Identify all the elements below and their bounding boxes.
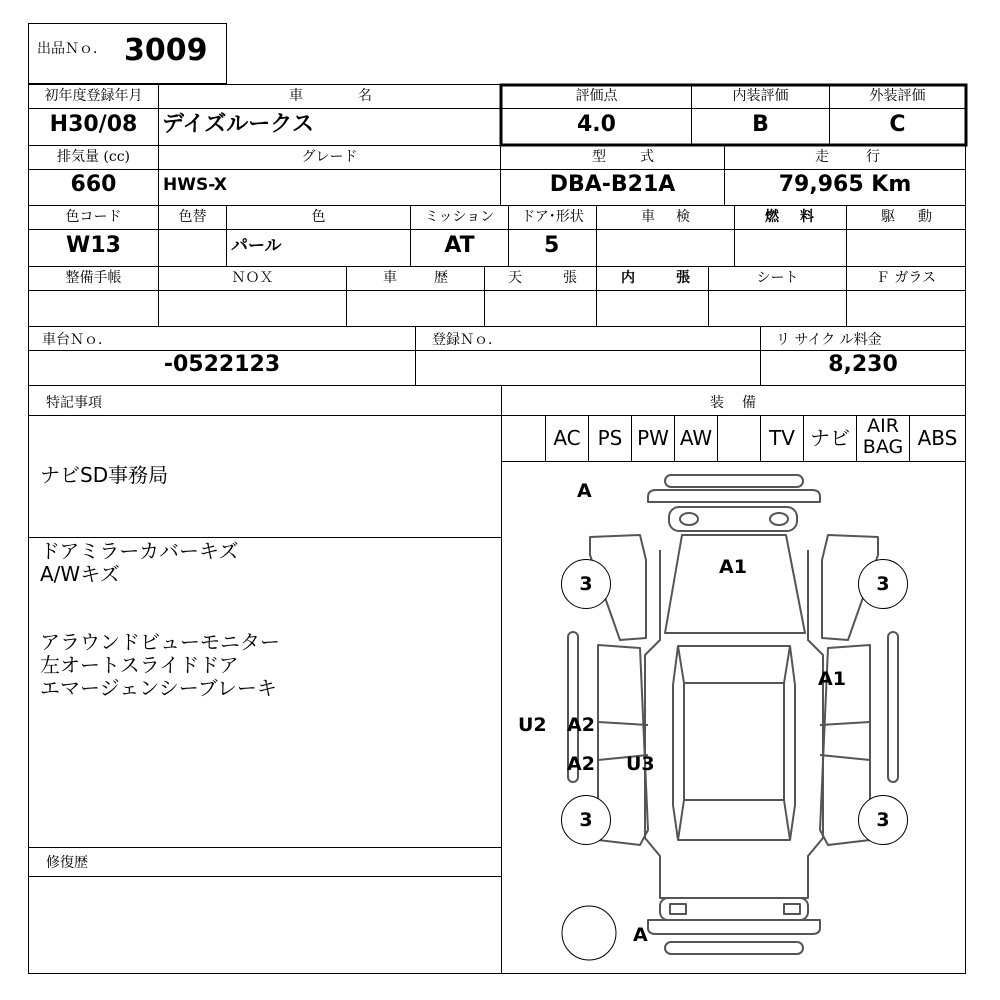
mark-right-side: A1 xyxy=(818,668,846,690)
note-line-6: エマージェンシーブレーキ xyxy=(40,676,277,700)
equipment-label-b: 備 xyxy=(742,395,756,411)
mission-label: ミッション xyxy=(424,209,495,225)
color-value: パール xyxy=(231,236,282,256)
car-name-value: デイズルークス xyxy=(162,112,315,137)
displacement-label: 排気量 (cc) xyxy=(56,149,131,165)
mark-hood: A1 xyxy=(719,556,747,578)
mark-rear: A xyxy=(633,924,648,946)
seat-label: シート xyxy=(756,270,799,286)
recycle-fee-value: 8,230 xyxy=(828,352,898,377)
mark-left-u2: U2 xyxy=(518,714,547,736)
equipment-abs: ABS xyxy=(917,426,958,450)
color-label: 色 xyxy=(311,209,326,225)
note-line-5: 左オートスライドドア xyxy=(40,653,239,677)
model-label-b: 式 xyxy=(640,149,654,165)
listing-no-value: 3009 xyxy=(124,33,208,68)
car-history-label-a: 車 xyxy=(383,270,397,286)
grade-value: HWS-X xyxy=(163,175,227,195)
mark-front: A xyxy=(577,480,592,502)
color-code-value: W13 xyxy=(66,233,121,258)
door-label: ドア･形状 xyxy=(521,209,584,225)
equipment-aw: AW xyxy=(679,426,713,450)
interior-grade-label: 内装評価 xyxy=(732,88,789,104)
equipment-tv: TV xyxy=(769,426,795,450)
inspection-label-a: 車 xyxy=(641,209,655,225)
registration-value: H30/08 xyxy=(49,112,138,137)
equipment-ac: AC xyxy=(553,426,581,450)
fuel-label-a: 燃 xyxy=(765,209,779,225)
model-value: DBA-B21A xyxy=(549,172,676,197)
interior-trim-label-b: 張 xyxy=(676,270,690,286)
registration-label: 初年度登録年月 xyxy=(44,88,143,104)
displacement-value: 660 xyxy=(70,172,117,197)
chassis-no-label: 車台Ｎｏ． xyxy=(42,332,112,348)
front-glass-label: Ｆ ガラス xyxy=(875,270,937,286)
note-line-1: ナビSD事務局 xyxy=(40,463,169,487)
door-value: 5 xyxy=(544,233,560,258)
exterior-grade-label: 外装評価 xyxy=(869,88,926,104)
mileage-label-a: 走 xyxy=(815,149,829,165)
tire-rear-right: 3 xyxy=(858,795,908,845)
car-name-label-b: 名 xyxy=(358,88,372,104)
equipment-pw: PW xyxy=(637,426,669,450)
repair-history-label: 修復歴 xyxy=(46,855,88,871)
inspection-label-b: 検 xyxy=(676,209,690,225)
tire-front-left: 3 xyxy=(561,559,611,609)
interior-trim-label-a: 内 xyxy=(621,270,635,286)
mark-left-u3: U3 xyxy=(626,753,655,775)
interior-grade-value: B xyxy=(752,112,769,137)
maintenance-book-label: 整備手帳 xyxy=(65,270,122,286)
equipment-airbag: AIR BAG xyxy=(862,415,904,458)
car-name-label-a: 車 xyxy=(289,88,303,104)
score-label: 評価点 xyxy=(575,88,618,104)
tire-front-right: 3 xyxy=(858,559,908,609)
listing-no-label: 出品Ｎｏ． xyxy=(37,41,107,57)
mileage-value: 79,965 Km xyxy=(778,172,912,197)
mileage-label-b: 行 xyxy=(866,149,880,165)
recycle-fee-label: リ サイク ル料金 xyxy=(776,332,882,348)
exterior-grade-value: C xyxy=(889,112,906,137)
chassis-no-value: -0522123 xyxy=(163,352,281,377)
ceiling-label-a: 天 xyxy=(508,270,522,286)
drive-label-a: 駆 xyxy=(881,209,895,225)
tire-rear-left: 3 xyxy=(561,795,611,845)
color-code-label: 色コード xyxy=(65,209,122,225)
notes-label: 特記事項 xyxy=(46,395,102,411)
nox-label: ＮＯＸ xyxy=(231,270,274,286)
ceiling-label-b: 張 xyxy=(563,270,577,286)
fuel-label-b: 料 xyxy=(800,209,814,225)
car-history-label-b: 歴 xyxy=(434,270,448,286)
equipment-navi: ナビ xyxy=(810,426,850,450)
equipment-ps: PS xyxy=(597,426,623,450)
equipment-label-a: 装 xyxy=(710,395,724,411)
drive-label-b: 動 xyxy=(918,209,932,225)
model-label-a: 型 xyxy=(592,149,606,165)
note-line-2: ドアミラーカバーキズ xyxy=(40,539,239,563)
grade-label: グレード xyxy=(301,149,358,165)
repaint-label: 色替 xyxy=(178,209,207,225)
note-line-3: A/Wキズ xyxy=(40,562,120,586)
mark-left-a2-lower: A2 xyxy=(567,753,595,775)
note-line-4: アラウンドビューモニター xyxy=(40,630,280,654)
mark-left-a2-upper: A2 xyxy=(567,714,595,736)
score-value: 4.0 xyxy=(577,112,616,137)
registration-no-label: 登録Ｎｏ． xyxy=(432,332,502,348)
mission-value: AT xyxy=(444,233,475,258)
